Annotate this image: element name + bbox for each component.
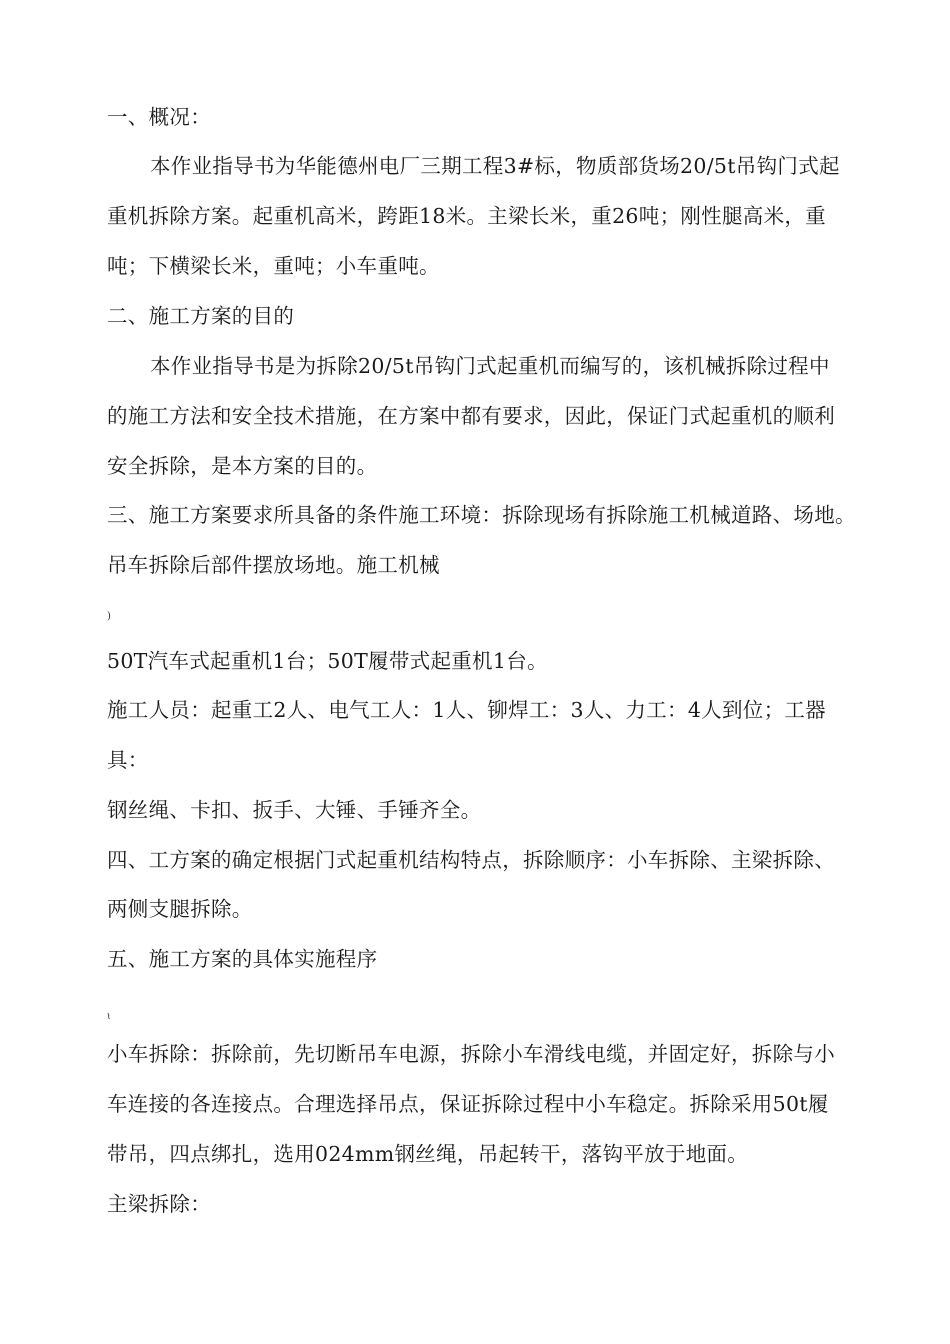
paragraph-line: 本作业指导书是为拆除20/5t吊钩门式起重机而编写的，该机械拆除过程中 [150, 354, 830, 378]
paragraph-line: 钢丝绳、卡扣、扳手、大锤、手锤齐全。 [107, 798, 482, 822]
paragraph-line: 具： [107, 748, 149, 772]
paragraph-line: 两侧支腿拆除。 [107, 897, 253, 921]
paragraph-line: 的施工方法和安全技术措施，在方案中都有要求，因此，保证门式起重机的顺利 [107, 404, 835, 428]
paragraph-line: 吊车拆除后部件摆放场地。施工机械 [107, 553, 440, 577]
paragraph-line: 带吊，四点绑扎，选用024mm钢丝绳，吊起转干，落钩平放于地面。 [107, 1142, 749, 1166]
paragraph-line: 小车拆除：拆除前，先切断吊车电源，拆除小车滑线电缆，并固定好，拆除与小 [107, 1042, 835, 1066]
stray-mark: ) [107, 611, 111, 622]
paragraph-line: 重机拆除方案。起重机高米，跨距18米。主梁长米，重26吨；刚性腿高米，重 [107, 204, 826, 228]
section-heading-procedure: 五、施工方案的具体实施程序 [107, 947, 378, 971]
stray-mark: ɩ [107, 1011, 111, 1022]
paragraph-line: 50T汽车式起重机1台；50T履带式起重机1台。 [107, 649, 548, 673]
section-heading-purpose: 二、施工方案的目的 [107, 304, 295, 328]
paragraph-line: 施工人员：起重工2人、电气工人：1人、铆焊工：3人、力工：4人到位；工器 [107, 698, 826, 722]
paragraph-line: 安全拆除，是本方案的目的。 [107, 454, 378, 478]
section-heading-conditions: 三、施工方案要求所具备的条件施工环境：拆除现场有拆除施工机械道路、场地。 [107, 503, 856, 527]
section-heading-overview: 一、概况： [107, 105, 211, 129]
section-heading-plan: 四、工方案的确定根据门式起重机结构特点，拆除顺序：小车拆除、主梁拆除、 [107, 848, 835, 872]
paragraph-line: 主梁拆除： [107, 1192, 211, 1216]
paragraph-line: 车连接的各连接点。合理选择吊点，保证拆除过程中小车稳定。拆除采用50t履 [107, 1092, 829, 1116]
paragraph-line: 吨；下横梁长米，重吨；小车重吨。 [107, 254, 440, 278]
paragraph-line: 本作业指导书为华能德州电厂三期工程3#标，物质部货场20/5t吊钩门式起 [150, 154, 840, 178]
